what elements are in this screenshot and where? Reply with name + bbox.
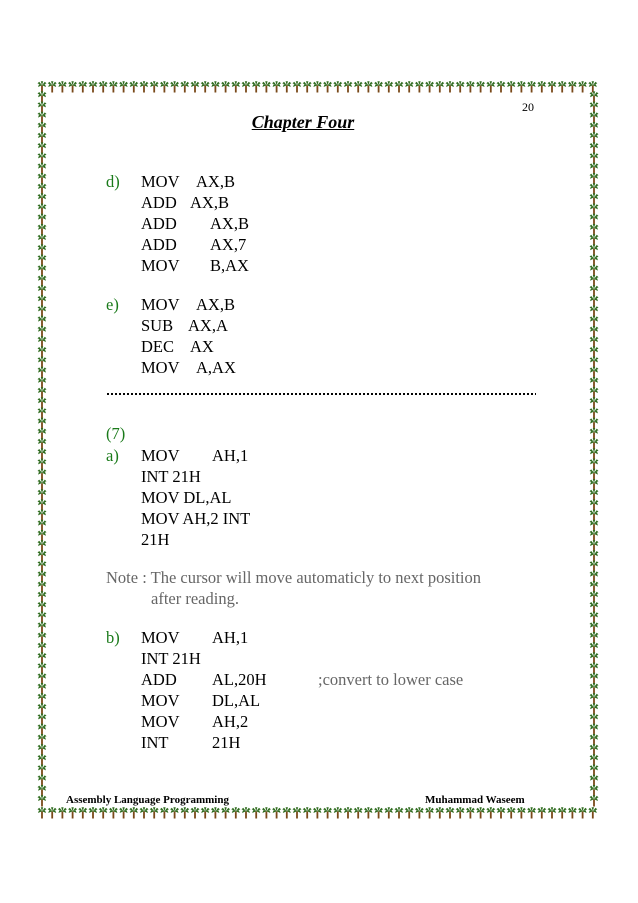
palm-tree-icon bbox=[201, 81, 210, 92]
palm-tree-icon bbox=[590, 693, 599, 704]
palm-tree-icon bbox=[425, 807, 434, 818]
footer-right: Muhammad Waseem bbox=[425, 794, 525, 806]
palm-tree-icon bbox=[252, 807, 261, 818]
palm-tree-icon bbox=[38, 785, 47, 796]
section-e-op: MOV bbox=[141, 295, 180, 314]
palm-tree-icon bbox=[466, 81, 475, 92]
palm-tree-icon bbox=[568, 81, 577, 92]
palm-tree-icon bbox=[38, 142, 47, 153]
palm-tree-icon bbox=[456, 81, 465, 92]
palm-tree-icon bbox=[99, 807, 108, 818]
palm-tree-icon bbox=[374, 81, 383, 92]
dotted-separator bbox=[106, 392, 536, 396]
palm-tree-icon bbox=[590, 591, 599, 602]
palm-tree-icon bbox=[588, 807, 597, 818]
palm-tree-icon bbox=[38, 367, 47, 378]
section-e-op: SUB bbox=[141, 316, 174, 335]
palm-tree-icon bbox=[590, 397, 599, 408]
palm-tree-icon bbox=[590, 377, 599, 388]
palm-tree-icon bbox=[344, 807, 353, 818]
section-a-arg: AH,1 bbox=[212, 446, 249, 465]
palm-tree-icon bbox=[38, 377, 47, 388]
palm-tree-icon bbox=[211, 807, 220, 818]
palm-tree-icon bbox=[425, 81, 434, 92]
palm-tree-icon bbox=[590, 469, 599, 480]
section-b-line: INT 21H bbox=[141, 649, 201, 668]
palm-tree-icon bbox=[590, 132, 599, 143]
palm-tree-icon bbox=[354, 807, 363, 818]
palm-tree-icon bbox=[590, 153, 599, 164]
palm-tree-icon bbox=[568, 807, 577, 818]
palm-tree-icon bbox=[38, 724, 47, 735]
palm-tree-icon bbox=[476, 807, 485, 818]
palm-tree-icon bbox=[333, 807, 342, 818]
palm-tree-icon bbox=[590, 255, 599, 266]
palm-tree-icon bbox=[590, 714, 599, 725]
palm-tree-icon bbox=[590, 326, 599, 337]
section-d-arg: B,AX bbox=[210, 256, 249, 275]
palm-tree-icon bbox=[590, 489, 599, 500]
palm-tree-icon bbox=[38, 448, 47, 459]
palm-tree-icon bbox=[435, 807, 444, 818]
palm-tree-icon bbox=[364, 807, 373, 818]
palm-tree-icon bbox=[38, 540, 47, 551]
palm-tree-icon bbox=[150, 807, 159, 818]
section-b-op: MOV bbox=[141, 628, 180, 647]
section-b-label: b) bbox=[106, 628, 120, 647]
palm-tree-icon bbox=[405, 81, 414, 92]
palm-tree-icon bbox=[590, 244, 599, 255]
palm-tree-icon bbox=[191, 81, 200, 92]
section-b-op: INT bbox=[141, 733, 169, 752]
palm-tree-icon bbox=[38, 244, 47, 255]
palm-tree-icon bbox=[590, 530, 599, 541]
palm-tree-icon bbox=[38, 397, 47, 408]
palm-tree-icon bbox=[590, 754, 599, 765]
palm-tree-icon bbox=[590, 785, 599, 796]
palm-tree-icon bbox=[129, 81, 138, 92]
palm-tree-icon bbox=[590, 632, 599, 643]
palm-tree-icon bbox=[590, 683, 599, 694]
palm-tree-icon bbox=[590, 346, 599, 357]
palm-tree-icon bbox=[272, 807, 281, 818]
palm-tree-icon bbox=[590, 550, 599, 561]
palm-tree-icon bbox=[38, 795, 47, 806]
palm-tree-icon bbox=[272, 81, 281, 92]
palm-tree-icon bbox=[578, 807, 587, 818]
palm-tree-icon bbox=[446, 81, 455, 92]
palm-tree-icon bbox=[537, 807, 546, 818]
palm-tree-icon bbox=[333, 81, 342, 92]
palm-tree-icon bbox=[38, 459, 47, 470]
palm-tree-icon bbox=[231, 81, 240, 92]
palm-tree-icon bbox=[497, 807, 506, 818]
palm-tree-icon bbox=[170, 807, 179, 818]
palm-tree-icon bbox=[364, 81, 373, 92]
palm-tree-icon bbox=[590, 214, 599, 225]
palm-tree-icon bbox=[590, 520, 599, 531]
palm-tree-icon bbox=[507, 81, 516, 92]
palm-tree-icon bbox=[590, 724, 599, 735]
palm-tree-icon bbox=[590, 418, 599, 429]
palm-tree-icon bbox=[38, 479, 47, 490]
palm-tree-icon bbox=[446, 807, 455, 818]
palm-tree-icon bbox=[38, 316, 47, 327]
palm-tree-icon bbox=[590, 295, 599, 306]
palm-tree-icon bbox=[313, 807, 322, 818]
section-a-line: INT 21H bbox=[141, 467, 201, 486]
question-number: (7) bbox=[106, 424, 126, 443]
palm-tree-icon bbox=[590, 612, 599, 623]
palm-tree-icon bbox=[242, 81, 251, 92]
palm-tree-icon bbox=[38, 438, 47, 449]
section-e-label: e) bbox=[106, 295, 119, 314]
palm-tree-icon bbox=[303, 807, 312, 818]
palm-tree-icon bbox=[38, 91, 47, 102]
palm-tree-icon bbox=[590, 224, 599, 235]
palm-tree-icon bbox=[590, 581, 599, 592]
palm-tree-icon bbox=[590, 775, 599, 786]
palm-tree-icon bbox=[384, 81, 393, 92]
palm-tree-icon bbox=[486, 807, 495, 818]
palm-tree-icon bbox=[590, 367, 599, 378]
section-e-arg: AX,B bbox=[196, 295, 235, 314]
palm-tree-icon bbox=[384, 807, 393, 818]
palm-tree-icon bbox=[38, 326, 47, 337]
section-d-arg: AX,7 bbox=[210, 235, 247, 254]
note-line-1: Note : The cursor will move automaticly to next position bbox=[106, 568, 482, 587]
palm-tree-icon bbox=[38, 234, 47, 245]
footer-left: Assembly Language Programming bbox=[66, 794, 229, 806]
palm-tree-icon bbox=[590, 408, 599, 419]
palm-tree-icon bbox=[590, 652, 599, 663]
palm-tree-icon bbox=[38, 510, 47, 521]
palm-tree-icon bbox=[38, 428, 47, 439]
palm-tree-icon bbox=[140, 807, 149, 818]
palm-tree-icon bbox=[38, 132, 47, 143]
palm-tree-icon bbox=[507, 807, 516, 818]
palm-tree-icon bbox=[38, 204, 47, 215]
palm-tree-icon bbox=[252, 81, 261, 92]
palm-tree-icon bbox=[590, 428, 599, 439]
palm-tree-icon bbox=[590, 703, 599, 714]
palm-tree-icon bbox=[590, 744, 599, 755]
palm-tree-icon bbox=[58, 81, 67, 92]
palm-tree-icon bbox=[38, 530, 47, 541]
palm-tree-icon bbox=[590, 193, 599, 204]
palm-tree-icon bbox=[517, 807, 526, 818]
palm-tree-icon bbox=[38, 336, 47, 347]
palm-tree-icon bbox=[38, 652, 47, 663]
palm-tree-icon bbox=[38, 408, 47, 419]
palm-tree-icon bbox=[344, 81, 353, 92]
palm-tree-icon bbox=[590, 663, 599, 674]
chapter-title: Chapter Four bbox=[251, 112, 355, 132]
palm-tree-icon bbox=[415, 807, 424, 818]
palm-tree-icon bbox=[38, 357, 47, 368]
palm-tree-icon bbox=[374, 807, 383, 818]
palm-tree-icon bbox=[466, 807, 475, 818]
section-a-label: a) bbox=[106, 446, 119, 465]
section-b-arg: AH,1 bbox=[212, 628, 249, 647]
palm-tree-icon bbox=[578, 81, 587, 92]
palm-tree-icon bbox=[395, 81, 404, 92]
palm-tree-icon bbox=[129, 807, 138, 818]
palm-tree-icon bbox=[435, 81, 444, 92]
palm-tree-icon bbox=[38, 561, 47, 572]
palm-tree-icon bbox=[38, 81, 47, 92]
palm-tree-icon bbox=[262, 81, 271, 92]
palm-tree-icon bbox=[456, 807, 465, 818]
palm-tree-icon bbox=[89, 81, 98, 92]
palm-tree-icon bbox=[590, 438, 599, 449]
palm-tree-icon bbox=[354, 81, 363, 92]
palm-tree-icon bbox=[590, 387, 599, 398]
palm-tree-icon bbox=[170, 81, 179, 92]
section-b-op: MOV bbox=[141, 712, 180, 731]
palm-tree-icon bbox=[38, 295, 47, 306]
palm-tree-icon bbox=[38, 285, 47, 296]
section-d-op: ADD bbox=[141, 235, 177, 254]
palm-tree-icon bbox=[590, 499, 599, 510]
palm-tree-icon bbox=[590, 540, 599, 551]
palm-tree-icon bbox=[537, 81, 546, 92]
palm-tree-icon bbox=[38, 224, 47, 235]
palm-tree-icon bbox=[590, 316, 599, 327]
section-d-arg: AX,B bbox=[190, 193, 229, 212]
palm-tree-icon bbox=[38, 703, 47, 714]
palm-tree-icon bbox=[590, 795, 599, 806]
palm-tree-icon bbox=[180, 807, 189, 818]
palm-tree-icon bbox=[68, 81, 77, 92]
palm-tree-icon bbox=[590, 91, 599, 102]
palm-tree-icon bbox=[590, 265, 599, 276]
palm-tree-icon bbox=[78, 81, 87, 92]
palm-tree-icon bbox=[590, 561, 599, 572]
palm-tree-icon bbox=[38, 275, 47, 286]
section-a-op: MOV bbox=[141, 446, 180, 465]
palm-tree-icon bbox=[48, 81, 57, 92]
palm-tree-icon bbox=[38, 214, 47, 225]
palm-tree-icon bbox=[415, 81, 424, 92]
palm-tree-icon bbox=[140, 81, 149, 92]
palm-tree-icon bbox=[150, 81, 159, 92]
palm-tree-icon bbox=[590, 571, 599, 582]
section-d-op: MOV bbox=[141, 256, 180, 275]
palm-tree-icon bbox=[527, 807, 536, 818]
palm-tree-icon bbox=[590, 510, 599, 521]
palm-tree-icon bbox=[395, 807, 404, 818]
palm-tree-icon bbox=[38, 173, 47, 184]
palm-tree-icon bbox=[590, 765, 599, 776]
palm-tree-icon bbox=[590, 479, 599, 490]
palm-tree-icon bbox=[38, 163, 47, 174]
palm-tree-icon bbox=[38, 765, 47, 776]
section-b-arg: 21H bbox=[212, 733, 241, 752]
palm-tree-icon bbox=[38, 673, 47, 684]
palm-tree-icon bbox=[160, 807, 169, 818]
palm-tree-icon bbox=[38, 193, 47, 204]
palm-tree-icon bbox=[38, 632, 47, 643]
section-b-arg: DL,AL bbox=[212, 691, 261, 710]
palm-tree-icon bbox=[293, 807, 302, 818]
palm-tree-icon bbox=[590, 142, 599, 153]
palm-tree-icon bbox=[38, 571, 47, 582]
palm-tree-icon bbox=[38, 581, 47, 592]
palm-tree-icon bbox=[590, 306, 599, 317]
palm-tree-icon bbox=[590, 336, 599, 347]
palm-tree-icon bbox=[38, 183, 47, 194]
palm-tree-icon bbox=[588, 81, 597, 92]
palm-tree-icon bbox=[293, 81, 302, 92]
section-e-op: DEC bbox=[141, 337, 174, 356]
palm-tree-icon bbox=[38, 683, 47, 694]
palm-tree-icon bbox=[58, 807, 67, 818]
palm-tree-icon bbox=[590, 448, 599, 459]
palm-tree-icon bbox=[590, 622, 599, 633]
section-e-arg: AX,A bbox=[188, 316, 228, 335]
page-number: 20 bbox=[522, 100, 534, 114]
section-a-line: MOV DL,AL bbox=[141, 488, 232, 507]
palm-tree-icon bbox=[590, 234, 599, 245]
section-b-arg: AH,2 bbox=[212, 712, 249, 731]
section-e-arg: AX bbox=[190, 337, 214, 356]
palm-tree-icon bbox=[590, 173, 599, 184]
palm-tree-icon bbox=[191, 807, 200, 818]
palm-tree-icon bbox=[548, 807, 557, 818]
palm-tree-icon bbox=[558, 81, 567, 92]
palm-tree-icon bbox=[262, 807, 271, 818]
palm-tree-icon bbox=[242, 807, 251, 818]
section-d-arg: AX,B bbox=[210, 214, 249, 233]
section-d-arg: AX,B bbox=[196, 172, 235, 191]
palm-tree-icon bbox=[590, 204, 599, 215]
palm-tree-icon bbox=[590, 357, 599, 368]
palm-tree-icon bbox=[38, 612, 47, 623]
section-d-op: ADD bbox=[141, 193, 177, 212]
palm-tree-icon bbox=[38, 642, 47, 653]
palm-tree-icon bbox=[38, 306, 47, 317]
palm-tree-icon bbox=[99, 81, 108, 92]
palm-tree-icon bbox=[303, 81, 312, 92]
palm-tree-icon bbox=[527, 81, 536, 92]
palm-tree-icon bbox=[38, 622, 47, 633]
section-e-op: MOV bbox=[141, 358, 180, 377]
palm-tree-icon bbox=[89, 807, 98, 818]
palm-tree-icon bbox=[486, 81, 495, 92]
palm-tree-icon bbox=[590, 673, 599, 684]
palm-tree-icon bbox=[38, 744, 47, 755]
palm-tree-icon bbox=[590, 183, 599, 194]
palm-tree-icon bbox=[78, 807, 87, 818]
palm-tree-icon bbox=[180, 81, 189, 92]
palm-tree-icon bbox=[405, 807, 414, 818]
palm-tree-icon bbox=[38, 499, 47, 510]
palm-tree-icon bbox=[476, 81, 485, 92]
palm-tree-icon bbox=[38, 520, 47, 531]
section-a-line: 21H bbox=[141, 530, 170, 549]
palm-tree-icon bbox=[38, 255, 47, 266]
section-d-op: ADD bbox=[141, 214, 177, 233]
palm-tree-icon bbox=[221, 807, 230, 818]
section-e-arg: A,AX bbox=[196, 358, 236, 377]
palm-tree-icon bbox=[590, 734, 599, 745]
palm-tree-icon bbox=[590, 459, 599, 470]
palm-tree-icon bbox=[109, 807, 118, 818]
section-d-label: d) bbox=[106, 172, 120, 191]
palm-tree-icon bbox=[38, 807, 47, 818]
palm-tree-icon bbox=[48, 807, 57, 818]
palm-tree-icon bbox=[38, 734, 47, 745]
palm-tree-icon bbox=[38, 550, 47, 561]
palm-tree-icon bbox=[211, 81, 220, 92]
note-line-2: after reading. bbox=[151, 589, 239, 608]
palm-tree-icon bbox=[119, 81, 128, 92]
palm-tree-icon bbox=[590, 642, 599, 653]
palm-tree-icon bbox=[590, 163, 599, 174]
palm-tree-icon bbox=[282, 81, 291, 92]
palm-tree-icon bbox=[590, 275, 599, 286]
palm-tree-icon bbox=[38, 489, 47, 500]
section-b-op: ADD bbox=[141, 670, 177, 689]
palm-tree-icon bbox=[282, 807, 291, 818]
palm-tree-icon bbox=[313, 81, 322, 92]
section-b-arg: AL,20H bbox=[212, 670, 267, 689]
palm-tree-icon bbox=[38, 714, 47, 725]
palm-tree-icon bbox=[38, 418, 47, 429]
palm-tree-icon bbox=[38, 591, 47, 602]
palm-tree-icon bbox=[38, 601, 47, 612]
palm-tree-icon bbox=[323, 807, 332, 818]
palm-tree-icon bbox=[590, 285, 599, 296]
palm-tree-icon bbox=[109, 81, 118, 92]
palm-tree-icon bbox=[38, 153, 47, 164]
section-b-op: MOV bbox=[141, 691, 180, 710]
palm-tree-icon bbox=[68, 807, 77, 818]
section-a-line: MOV AH,2 INT bbox=[141, 509, 251, 528]
palm-tree-icon bbox=[38, 775, 47, 786]
palm-tree-icon bbox=[517, 81, 526, 92]
palm-tree-icon bbox=[323, 81, 332, 92]
section-d-op: MOV bbox=[141, 172, 180, 191]
code-comment: ;convert to lower case bbox=[318, 670, 464, 689]
palm-tree-icon bbox=[160, 81, 169, 92]
palm-tree-icon bbox=[38, 754, 47, 765]
palm-tree-icon bbox=[497, 81, 506, 92]
palm-tree-icon bbox=[119, 807, 128, 818]
palm-tree-icon bbox=[38, 663, 47, 674]
palm-tree-icon bbox=[231, 807, 240, 818]
palm-tree-icon bbox=[38, 265, 47, 276]
palm-tree-icon bbox=[221, 81, 230, 92]
palm-tree-icon bbox=[558, 807, 567, 818]
palm-tree-icon bbox=[38, 469, 47, 480]
palm-tree-icon bbox=[38, 387, 47, 398]
palm-tree-icon bbox=[38, 693, 47, 704]
palm-tree-icon bbox=[201, 807, 210, 818]
palm-tree-icon bbox=[548, 81, 557, 92]
palm-tree-icon bbox=[38, 346, 47, 357]
palm-tree-icon bbox=[590, 601, 599, 612]
